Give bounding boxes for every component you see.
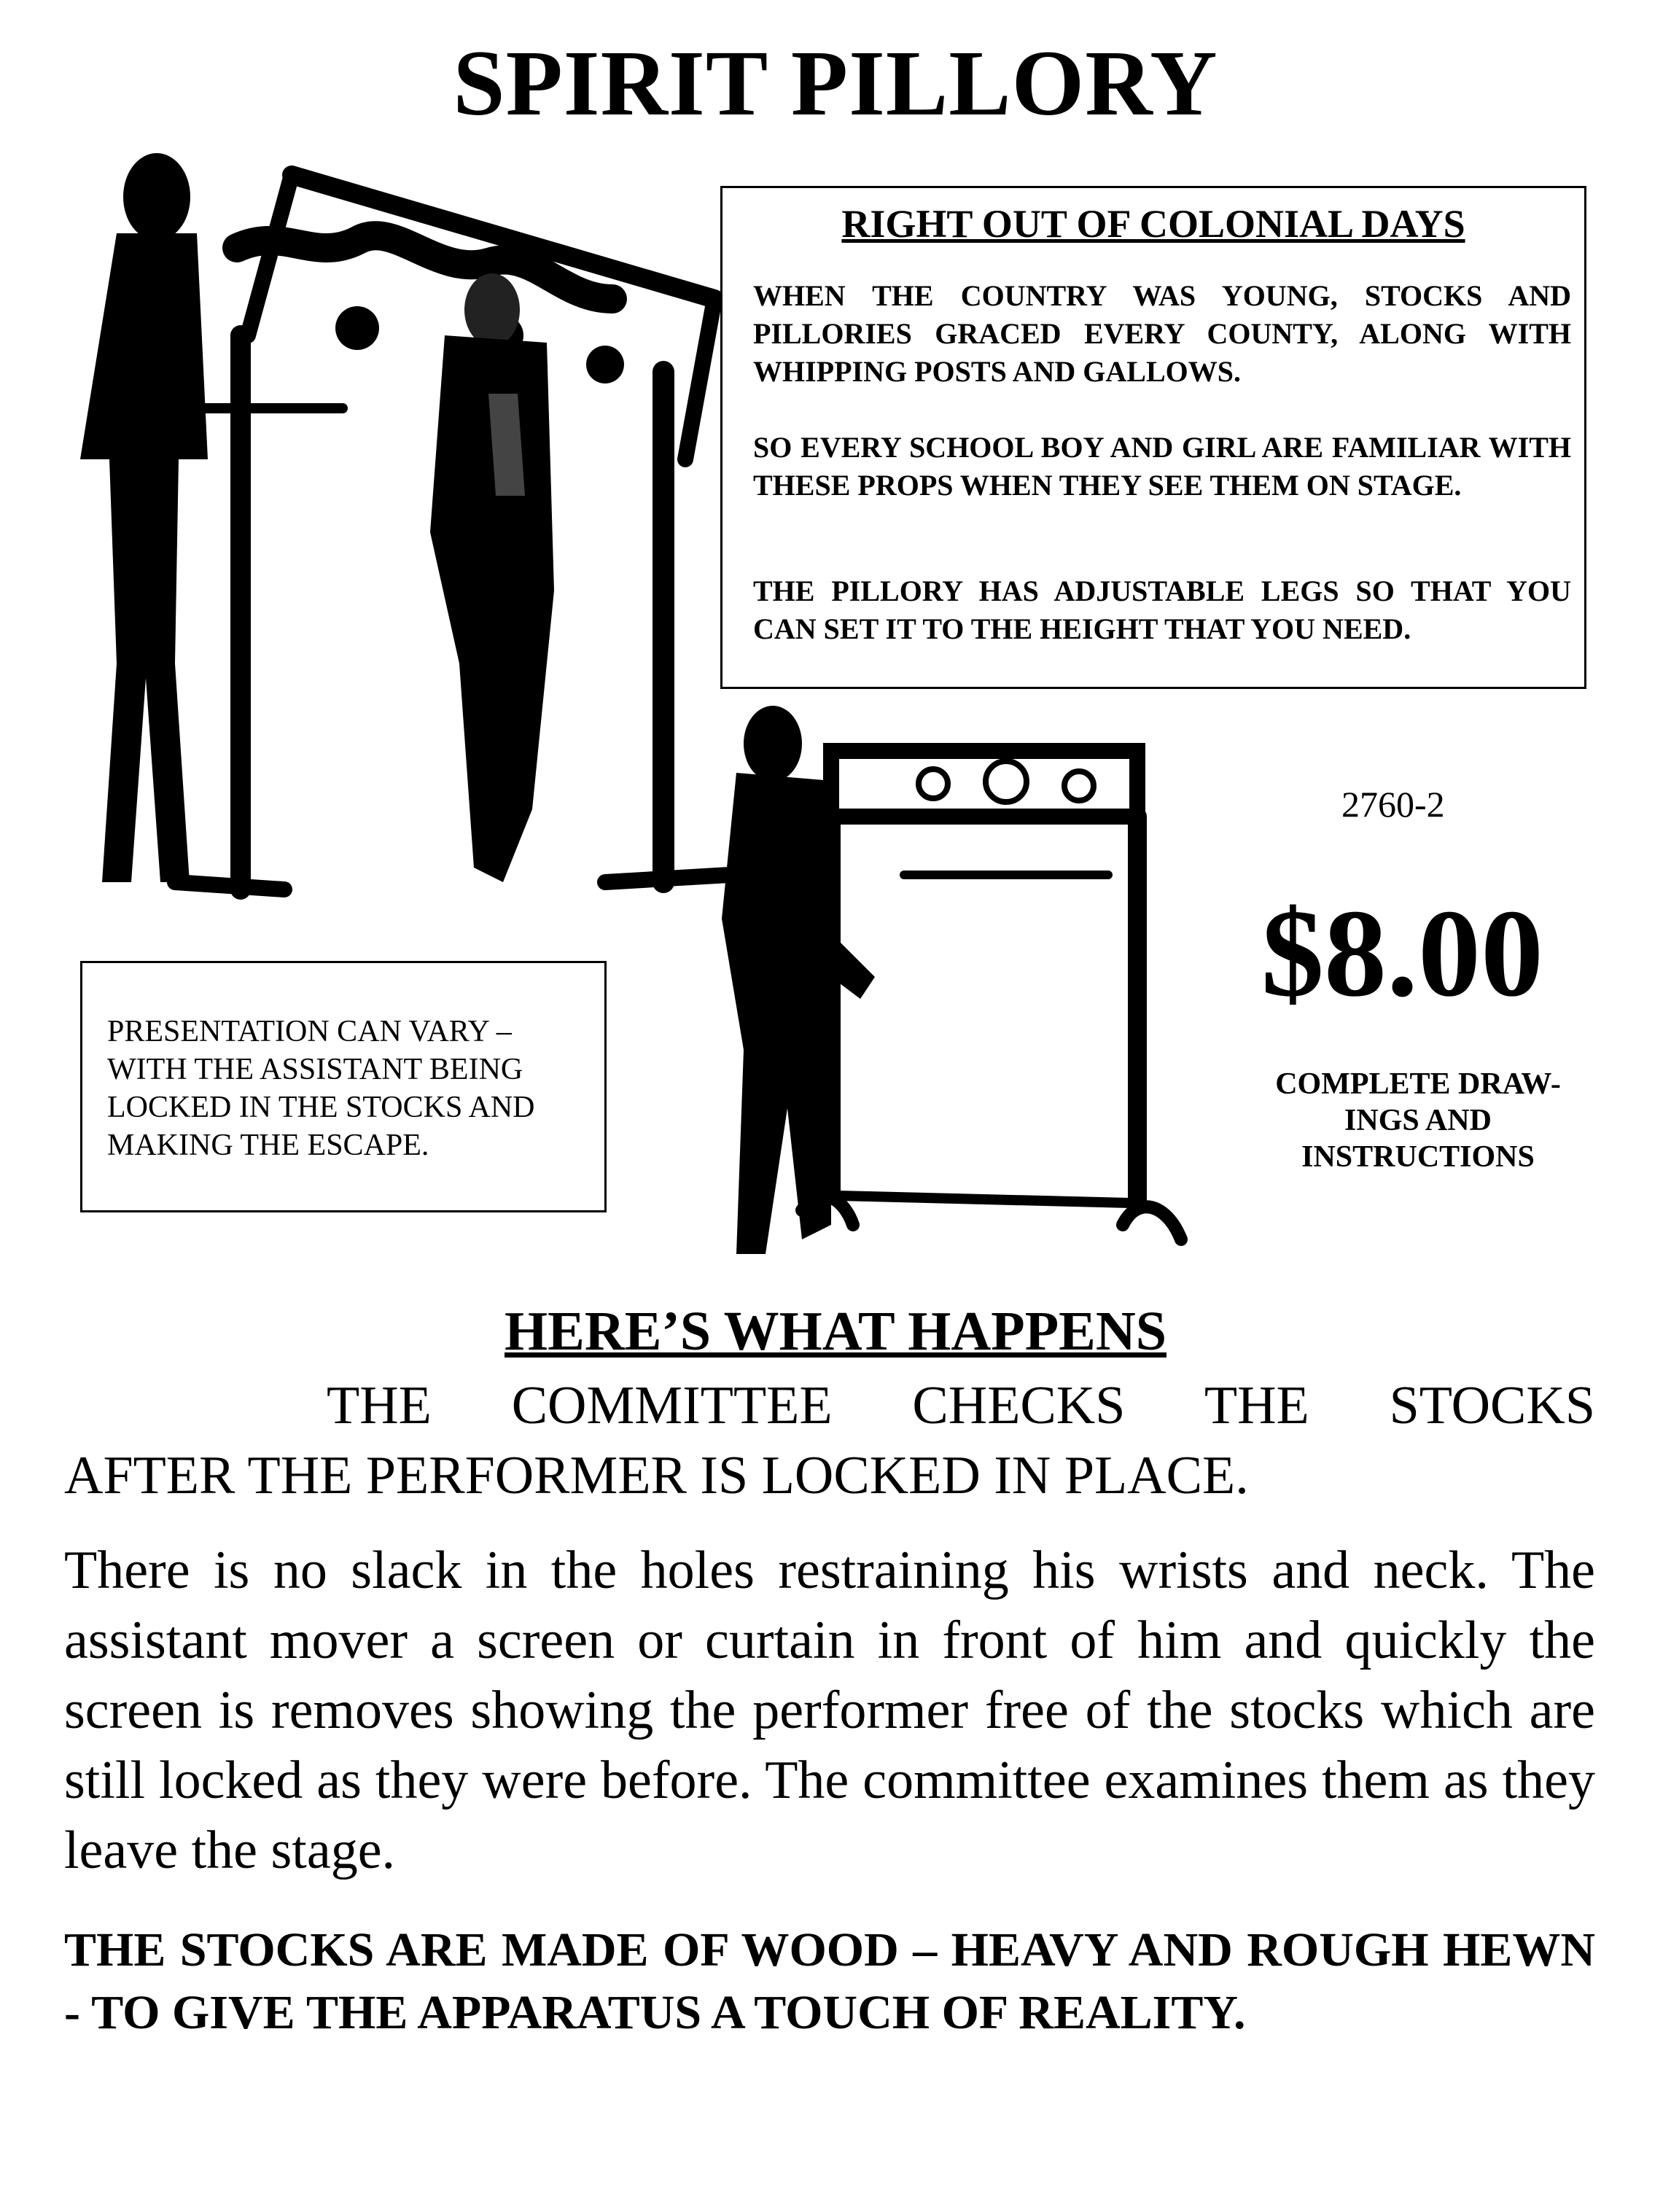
presentation-line: MAKING THE ESCAPE. (107, 1129, 429, 1162)
colonial-days-box (720, 186, 1586, 689)
presentation-line: PRESENTATION CAN VARY – (107, 1015, 512, 1048)
stocks-paragraph: THE STOCKS ARE MADE OF WOOD – HEAVY AND ROUGH HEWN - TO GIVE THE APPARATUS A TOUCH OF REALITY. (64, 1923, 1595, 2039)
pillory-illustration (51, 153, 751, 970)
presentation-text (107, 1013, 534, 1164)
page-title: SPIRIT PILLORY (453, 31, 1218, 135)
standing-man-figure (80, 153, 208, 882)
colonial-paragraph-2: SO EVERY SCHOOL BOY AND GIRL ARE FAMILIAR WITH THESE PROPS WHEN THEY SEE THEM ON STAGE. (753, 431, 1571, 502)
presentation-line: WITH THE ASSISTANT BEING (107, 1053, 523, 1086)
presentation-box (80, 961, 607, 1212)
complete-line: INSTRUCTIONS (1301, 1140, 1535, 1174)
heres-what-happens-heading: HERE’S WHAT HAPPENS (505, 1301, 1166, 1362)
description-paragraph: There is no slack in the holes restraining his wrists and neck. The assistant mover a screen or curtain in front of him and quickly the screen is removes showing the performer free of the stocks which are still locked as they were before. The committee examines them as they leave the stage. (64, 1541, 1595, 1880)
colonial-paragraph-1: WHEN THE COUNTRY WAS YOUNG, STOCKS AND PILLORIES GRACED EVERY COUNTY, ALONG WITH WHIPPING POSTS AND GALLOWS. (753, 279, 1571, 388)
price: $8.00 (1261, 884, 1543, 1023)
committee-line-2: AFTER THE PERFORMER IS LOCKED IN PLACE. (64, 1446, 1249, 1506)
committee-line-1: THE COMMITTEE CHECKS THE STOCKS (327, 1376, 1595, 1436)
stocks-illustration (656, 700, 1210, 1269)
stocks-figure (722, 706, 875, 1254)
complete-line: INGS AND (1344, 1104, 1492, 1137)
presentation-line: LOCKED IN THE STOCKS AND (107, 1091, 535, 1124)
complete-line: COMPLETE DRAW- (1275, 1067, 1561, 1101)
complete-drawings-note (1247, 1066, 1589, 1175)
colonial-paragraph-3: THE PILLORY HAS ADJUSTABLE LEGS SO THAT YOU CAN SET IT TO THE HEIGHT THAT YOU NEED. (753, 575, 1571, 645)
colonial-heading: RIGHT OUT OF COLONIAL DAYS (841, 202, 1465, 246)
item-code: 2760-2 (1341, 784, 1445, 825)
